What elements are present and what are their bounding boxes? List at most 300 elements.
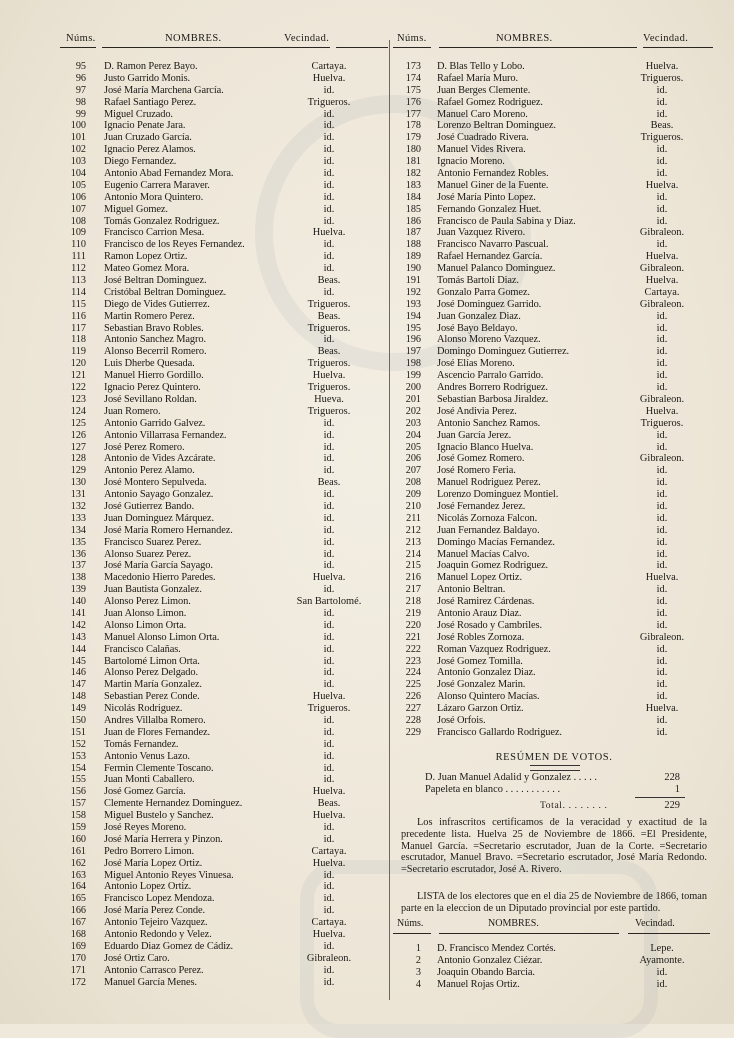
right-voter-list <box>393 61 715 739</box>
voter-residence: id. <box>656 489 668 501</box>
voter-number: 125 <box>70 417 86 429</box>
voter-residence: id. <box>323 905 335 917</box>
list-item <box>393 299 715 311</box>
voter-residence: Huelva. <box>312 810 346 822</box>
voter-name: José Beltran Dominguez. <box>104 275 207 287</box>
voter-name: Manuel Rojas Ortiz. <box>437 978 520 990</box>
voter-number: 152 <box>70 738 86 750</box>
voter-number: 177 <box>405 108 421 120</box>
list-item <box>393 453 715 465</box>
voter-number: 163 <box>70 869 86 881</box>
voter-residence: id. <box>656 441 668 453</box>
voter-name: Antonio Sayago Gonzalez. <box>104 489 214 501</box>
voter-number: 194 <box>405 310 421 322</box>
voter-residence: Trigueros. <box>307 96 351 108</box>
list-item <box>393 679 715 691</box>
voter-name: Antonio Garrido Galvez. <box>104 417 206 429</box>
voter-name: Eduardo Diaz Gomez de Cádiz. <box>104 940 234 952</box>
voter-number: 200 <box>405 382 421 394</box>
voter-name: Juan Alonso Limon. <box>104 607 187 619</box>
voter-name: Francisco Lopez Mendoza. <box>104 893 215 905</box>
voter-residence: id. <box>656 370 668 382</box>
voter-residence: id. <box>656 536 668 548</box>
summary-line-1-value: 228 <box>664 772 680 783</box>
voter-number: 100 <box>70 120 86 132</box>
voter-number: 144 <box>70 643 86 655</box>
voter-residence: Gibraleon. <box>639 453 685 465</box>
list-item <box>60 311 390 323</box>
voter-name: Sebastian Perez Conde. <box>104 691 200 703</box>
voter-residence: Huelva. <box>645 61 679 72</box>
list-item <box>60 156 390 168</box>
voter-name: Tomás Bartolí Diaz. <box>437 275 519 287</box>
voter-number: 103 <box>70 156 86 168</box>
voter-number: 150 <box>70 714 86 726</box>
voter-residence: id. <box>656 643 668 655</box>
voter-number: 167 <box>70 917 86 929</box>
voter-name: Rafael Hernandez García. <box>437 251 543 263</box>
list-item <box>393 346 715 358</box>
voter-residence: id. <box>656 596 668 608</box>
list-item <box>60 751 390 763</box>
voter-residence: id. <box>323 215 335 227</box>
voter-residence: id. <box>323 144 335 156</box>
voter-name: José Ramirez Cárdenas. <box>437 596 535 608</box>
voter-residence: id. <box>323 286 335 298</box>
voter-residence: Huelva. <box>312 572 346 584</box>
list-item <box>393 572 715 584</box>
list-item <box>393 382 715 394</box>
voter-name: Andres Borrero Rodriguez. <box>437 382 548 394</box>
voter-name: Tomás Gonzalez Rodriguez. <box>104 215 220 227</box>
certification-text: Los infrascritos certificamos de la veracidad y exactitud de la precedente lista. Huelva 25 de Noviembre de 1866. =El Presidente, Manuel García. =Secretario escrutador, Juan de la Corte. =Secretario escrutador, Manuel Bravo. =Secretario escrutador, José María Redondo. =Secretario escrutador, José A. Rivero. <box>401 817 707 876</box>
voter-residence: id. <box>656 239 668 251</box>
list-item <box>60 465 390 477</box>
voter-name: José Ortiz Caro. <box>104 952 170 964</box>
voter-number: 176 <box>405 96 421 108</box>
voter-number: 192 <box>405 286 421 298</box>
voter-residence: id. <box>323 714 335 726</box>
summary-total-label: Total. . . . . . . . <box>540 800 608 811</box>
list-item <box>393 632 715 644</box>
list-item <box>60 61 390 73</box>
voter-number: 138 <box>70 572 86 584</box>
voter-name: Antonio Redondo y Velez. <box>104 929 212 941</box>
list-item <box>393 227 715 239</box>
voter-residence: Cartaya. <box>311 917 347 929</box>
voter-residence: Trigueros. <box>640 417 684 429</box>
list-item <box>393 168 715 180</box>
list-item <box>60 691 390 703</box>
voter-name: José María Lopez Ortiz. <box>104 857 203 869</box>
voter-residence: id. <box>323 833 335 845</box>
voter-residence: id. <box>656 726 668 738</box>
voter-number: 166 <box>70 905 86 917</box>
voter-residence: id. <box>323 191 335 203</box>
voter-residence: id. <box>323 964 335 976</box>
list-item <box>393 537 715 549</box>
header-rule <box>336 47 388 48</box>
voter-number: 229 <box>405 726 421 738</box>
voter-name: Ignacio Perez Quintero. <box>104 382 201 394</box>
list-item <box>393 311 715 323</box>
list-item <box>60 97 390 109</box>
voter-residence: Huelva. <box>645 572 679 584</box>
list-item <box>60 168 390 180</box>
voter-number: 169 <box>70 940 86 952</box>
voter-name: Juan Bautista Gonzalez. <box>104 584 202 596</box>
voter-name: Domingo Dominguez Gutierrez. <box>437 346 569 358</box>
list-item <box>393 596 715 608</box>
list-item <box>393 85 715 97</box>
voter-residence: Huelva. <box>312 691 346 703</box>
voter-name: Sebastian Barbosa Jiraldez. <box>437 393 549 405</box>
voter-name: Lorenzo Dominguez Montiel. <box>437 489 559 501</box>
voter-name: Juan Fernandez Baldayo. <box>437 524 540 536</box>
voter-residence: id. <box>323 417 335 429</box>
voter-name: Antonio Villarrasa Fernandez. <box>104 429 227 441</box>
voter-name: Juan Dominguez Márquez. <box>104 512 214 524</box>
list-item <box>60 739 390 751</box>
list-item <box>60 358 390 370</box>
voter-number: 220 <box>405 619 421 631</box>
voter-number: 180 <box>405 144 421 156</box>
voter-name: Fermin Clemente Toscano. <box>104 762 214 774</box>
voter-number: 158 <box>70 810 86 822</box>
list-item <box>60 382 390 394</box>
voter-residence: id. <box>656 191 668 203</box>
voter-residence: Cartaya. <box>311 845 347 857</box>
list-item <box>60 501 390 513</box>
list-item <box>60 477 390 489</box>
left-header <box>60 33 390 47</box>
voter-residence: id. <box>656 96 668 108</box>
voter-number: 130 <box>70 477 86 489</box>
list-item <box>60 953 390 965</box>
voter-residence: id. <box>656 512 668 524</box>
voter-number: 187 <box>405 227 421 239</box>
list-item <box>393 275 715 287</box>
header-num: Núms. <box>397 918 424 929</box>
voter-name: Antonio Mora Quintero. <box>104 191 204 203</box>
voter-number: 98 <box>75 96 86 108</box>
voter-number: 157 <box>70 798 86 810</box>
summary-line-2-value: 1 <box>674 784 680 795</box>
voter-residence: Huelva. <box>645 251 679 263</box>
list-item <box>60 263 390 275</box>
voter-residence: Huelva. <box>645 179 679 191</box>
list-item <box>60 192 390 204</box>
voter-number: 2 <box>415 954 421 966</box>
voter-residence: id. <box>323 631 335 643</box>
voter-number: 127 <box>70 441 86 453</box>
voter-residence: Huelva. <box>645 275 679 287</box>
list-item <box>393 394 715 406</box>
voter-number: 175 <box>405 84 421 96</box>
list-item <box>60 430 390 442</box>
voter-name: Francisco de los Reyes Fernandez. <box>104 239 245 251</box>
left-voter-list <box>60 61 390 988</box>
voter-number: 153 <box>70 750 86 762</box>
list-item <box>60 394 390 406</box>
voter-number: 143 <box>70 631 86 643</box>
voter-name: Diego Fernandez. <box>104 156 177 168</box>
list-item <box>60 727 390 739</box>
voter-number: 197 <box>405 346 421 358</box>
voter-number: 186 <box>405 215 421 227</box>
voter-residence: Trigueros. <box>307 322 351 334</box>
header-name: NOMBRES. <box>496 33 553 44</box>
list-item <box>393 489 715 501</box>
voter-name: Antonio Gonzalez Diaz. <box>437 667 536 679</box>
voter-name: José María Marchena García. <box>104 84 224 96</box>
voter-number: 201 <box>405 393 421 405</box>
voter-name: José Elías Moreno. <box>437 358 515 370</box>
list-item <box>393 251 715 263</box>
voter-name: José María Perez Conde. <box>104 905 205 917</box>
voter-name: Francisco Gallardo Rodriguez. <box>437 726 562 738</box>
voter-number: 139 <box>70 584 86 596</box>
voter-residence: id. <box>656 203 668 215</box>
voter-residence: Beas. <box>317 310 341 322</box>
voter-number: 129 <box>70 465 86 477</box>
second-list-intro: LISTA de los electores que en el dia 25 de Noviembre de 1866, toman parte en la eleccion de un Diputado provincial por este partido. <box>401 891 707 914</box>
voter-residence: id. <box>323 132 335 144</box>
voter-residence: id. <box>656 619 668 631</box>
voter-number: 95 <box>75 61 86 72</box>
voter-number: 221 <box>405 631 421 643</box>
list-item <box>60 442 390 454</box>
voter-number: 4 <box>415 978 421 990</box>
voter-name: Tomás Fernandez. <box>104 738 179 750</box>
summary-ornament <box>530 765 580 771</box>
voter-name: Alonso Limon Orta. <box>104 619 187 631</box>
voter-name: Antonio Fernandez Robles. <box>437 168 549 180</box>
list-item <box>60 620 390 632</box>
voter-residence: id. <box>323 822 335 833</box>
voter-name: José Sevillano Roldan. <box>104 393 197 405</box>
voter-residence: id. <box>656 966 668 978</box>
list-item <box>393 204 715 216</box>
header-name: NOMBRES. <box>488 918 539 929</box>
voter-number: 121 <box>70 370 86 382</box>
voter-number: 191 <box>405 275 421 287</box>
voter-residence: Gibraleon. <box>639 227 685 239</box>
list-item <box>60 703 390 715</box>
voter-name: Francisco Suarez Perez. <box>104 536 202 548</box>
header-rule <box>439 933 619 934</box>
voter-number: 159 <box>70 822 86 833</box>
voter-number: 178 <box>405 120 421 132</box>
voter-residence: Trigueros. <box>307 405 351 417</box>
voter-number: 108 <box>70 215 86 227</box>
voter-residence: Trigueros. <box>307 358 351 370</box>
voter-residence: Beas. <box>650 120 674 132</box>
list-item <box>393 156 715 168</box>
voter-name: José Dominguez Garrido. <box>437 298 542 310</box>
list-item <box>60 287 390 299</box>
voter-number: 213 <box>405 536 421 548</box>
voter-number: 99 <box>75 108 86 120</box>
voter-number: 148 <box>70 691 86 703</box>
list-item <box>393 430 715 442</box>
voter-name: José Gutierrez Bando. <box>104 500 194 512</box>
voter-number: 112 <box>71 263 86 275</box>
voter-number: 101 <box>70 132 86 144</box>
voter-number: 126 <box>70 429 86 441</box>
list-item <box>60 227 390 239</box>
list-item <box>60 323 390 335</box>
voter-number: 146 <box>70 667 86 679</box>
voter-number: 107 <box>70 203 86 215</box>
voter-number: 189 <box>405 251 421 263</box>
voter-residence: Gibraleon. <box>306 952 352 964</box>
list-item <box>393 61 715 73</box>
voter-number: 154 <box>70 762 86 774</box>
voter-residence: id. <box>323 738 335 750</box>
voter-residence: id. <box>656 429 668 441</box>
voter-number: 102 <box>70 144 86 156</box>
list-item <box>393 287 715 299</box>
voter-number: 156 <box>70 786 86 798</box>
voter-name: Miguel Bustelo y Sanchez. <box>104 810 214 822</box>
voter-residence: id. <box>323 607 335 619</box>
voter-number: 227 <box>405 703 421 715</box>
voter-residence: id. <box>656 322 668 334</box>
voter-name: Nicolás Zornoza Falcon. <box>437 512 538 524</box>
voter-number: 142 <box>70 619 86 631</box>
voter-residence: Trigueros. <box>640 72 684 84</box>
voter-residence: id. <box>656 978 668 990</box>
voter-number: 203 <box>405 417 421 429</box>
voter-residence: id. <box>656 215 668 227</box>
voter-residence: id. <box>323 179 335 191</box>
list-item <box>60 941 390 953</box>
voter-number: 135 <box>70 536 86 548</box>
list-item <box>393 608 715 620</box>
voter-name: Ramon Lopez Ortiz. <box>104 251 188 263</box>
voter-residence: Trigueros. <box>307 703 351 715</box>
list-item <box>60 584 390 596</box>
list-item <box>393 644 715 656</box>
voter-number: 106 <box>70 191 86 203</box>
list-item <box>393 73 715 85</box>
voter-number: 104 <box>70 168 86 180</box>
voter-name: Lázaro Garzon Ortiz. <box>437 703 524 715</box>
voter-name: Gonzalo Parra Gomez. <box>437 286 530 298</box>
voter-residence: Huelva. <box>312 370 346 382</box>
list-item <box>60 893 390 905</box>
voter-residence: Huelva. <box>312 786 346 798</box>
voter-number: 110 <box>71 239 86 251</box>
list-item <box>60 120 390 132</box>
voter-residence: id. <box>656 714 668 726</box>
list-item <box>60 798 390 810</box>
voter-residence: id. <box>656 465 668 477</box>
voter-name: Fernando Gonzalez Huet. <box>437 203 542 215</box>
list-item <box>60 406 390 418</box>
voter-residence: Beas. <box>317 798 341 810</box>
voter-number: 223 <box>405 655 421 667</box>
voter-number: 137 <box>70 560 86 572</box>
voter-name: Antonio Carrasco Perez. <box>104 964 204 976</box>
voter-name: Juan Monti Caballero. <box>104 774 195 786</box>
voter-number: 151 <box>70 726 86 738</box>
header-vec: Vecindad. <box>284 33 330 44</box>
voter-number: 113 <box>71 275 86 287</box>
voter-residence: Beas. <box>317 477 341 489</box>
voter-name: Mateo Gomez Mora. <box>104 263 190 275</box>
list-item <box>393 715 715 727</box>
voter-name: Antonio Sanchez Magro. <box>104 334 206 346</box>
voter-residence: id. <box>323 893 335 905</box>
header-name: NOMBRES. <box>165 33 222 44</box>
list-item <box>393 334 715 346</box>
voter-name: D. Ramon Perez Bayo. <box>104 61 198 72</box>
list-item <box>393 120 715 132</box>
voter-name: Juan Vazquez Rivero. <box>437 227 526 239</box>
voter-number: 132 <box>70 500 86 512</box>
voter-number: 205 <box>405 441 421 453</box>
voter-name: Luis Dherbe Quesada. <box>104 358 195 370</box>
list-item <box>60 881 390 893</box>
header-rule <box>628 933 710 934</box>
list-item <box>393 180 715 192</box>
voter-number: 210 <box>405 500 421 512</box>
voter-residence: id. <box>323 750 335 762</box>
total-rule <box>635 797 685 798</box>
list-item <box>393 943 715 955</box>
voter-residence: id. <box>323 489 335 501</box>
voter-name: José Reyes Moreno. <box>104 822 187 833</box>
list-item <box>60 679 390 691</box>
voter-name: Manuel Giner de la Fuente. <box>437 179 549 191</box>
voter-number: 202 <box>405 405 421 417</box>
second-voter-list <box>393 943 715 991</box>
list-item <box>393 263 715 275</box>
voter-residence: id. <box>323 251 335 263</box>
header-rule <box>102 47 330 48</box>
voter-name: Andres Villalba Romero. <box>104 714 206 726</box>
voter-residence: id. <box>323 120 335 132</box>
voter-name: Rafael Santiago Perez. <box>104 96 197 108</box>
voter-residence: Ayamonte. <box>639 954 685 966</box>
voter-number: 190 <box>405 263 421 275</box>
list-item <box>60 204 390 216</box>
voter-name: Antonio Venus Lazo. <box>104 750 190 762</box>
voter-name: José Bayo Beldayo. <box>437 322 518 334</box>
list-item <box>60 834 390 846</box>
voter-residence: id. <box>323 334 335 346</box>
voter-name: Juan Berges Clemente. <box>437 84 531 96</box>
voter-residence: Hueva. <box>314 393 344 405</box>
voter-number: 214 <box>405 548 421 560</box>
voter-number: 224 <box>405 667 421 679</box>
list-item <box>393 239 715 251</box>
list-item <box>60 870 390 882</box>
voter-number: 204 <box>405 429 421 441</box>
list-item <box>60 917 390 929</box>
voter-number: 174 <box>405 72 421 84</box>
voter-number: 173 <box>405 61 421 72</box>
voter-name: Justo Garrido Monis. <box>104 72 191 84</box>
list-item <box>393 465 715 477</box>
voter-name: Antonio Tejeiro Vazquez. <box>104 917 208 929</box>
voter-number: 117 <box>71 322 86 334</box>
voter-residence: Huelva. <box>645 405 679 417</box>
voter-number: 215 <box>405 560 421 572</box>
list-item <box>60 73 390 85</box>
